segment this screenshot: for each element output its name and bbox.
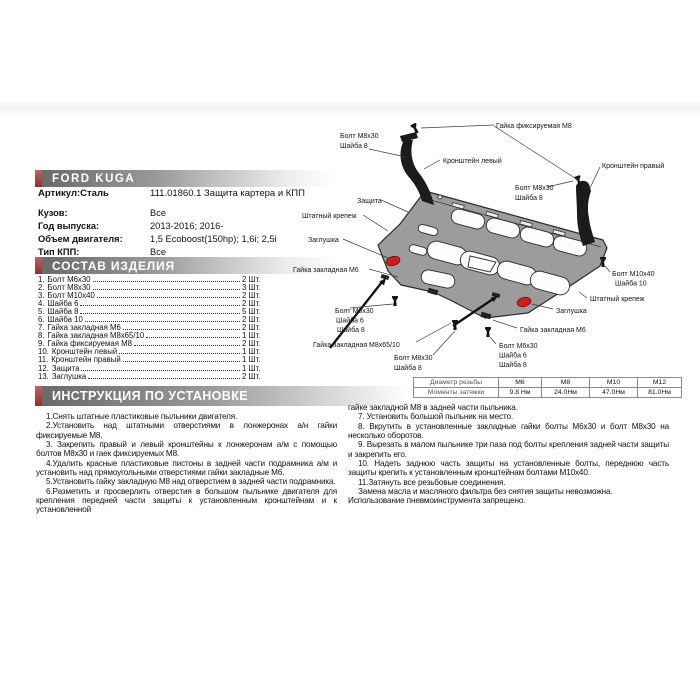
diagram-label-bolt-m8-top: Болт М8х30 (340, 133, 379, 140)
part-name: Гайка закладная М8х65/10 (47, 331, 145, 341)
diagram-label-plug-right: Заглушка (556, 308, 587, 315)
instructions-left-column (36, 412, 337, 515)
torque-row-label: Диаметр резьбы (414, 378, 499, 388)
instruction-step: 7. Установить большой пыльник на место. (358, 412, 514, 422)
part-num: 3. (38, 291, 45, 301)
dotted-leader (80, 305, 240, 306)
part-num: 7. (38, 323, 45, 333)
dotted-leader (97, 297, 240, 298)
spec-label: Год выпуска: (38, 221, 100, 231)
dotted-leader (123, 361, 240, 362)
part-num: 8. (38, 331, 45, 341)
dotted-leader (80, 313, 240, 314)
diagram-label-bolt-m6-left: Болт М6х30 (335, 308, 374, 315)
bracket-left (400, 132, 434, 205)
instruction-step: 10. Надеть заднюю часть защиты на установленные болты, переднюю часть защиты крепить к установленным кронштейнам болтами М10х40. (348, 459, 669, 478)
instructions-header-title: ИНСТРУКЦИЯ ПО УСТАНОВКЕ (42, 386, 420, 406)
instructions-right-column (348, 403, 669, 506)
parts-list (38, 276, 272, 381)
part-name: Болт М6х30 (47, 275, 91, 284)
part-qty: 3 Шт. (242, 283, 261, 293)
part-num: 5. (38, 307, 45, 317)
part-num: 11. (38, 355, 49, 365)
part-num: 6. (38, 315, 45, 325)
part-name: Болт М10х40 (47, 291, 95, 301)
dotted-leader (85, 321, 240, 322)
diagram-label-guard: Защита (357, 198, 382, 205)
torque-cell: М10 (590, 378, 638, 388)
diagram-label-bolt-m10: Болт М10х40 (612, 271, 655, 278)
diagram-label-bolt-m8-bottom: Шайба 8 (394, 365, 422, 372)
spec-value: Все (150, 208, 167, 218)
diagram-label-bolt-m10: Шайба 10 (615, 280, 647, 288)
instruction-step: 4.Удалить красные пластиковые пистоны в задней части подрамника а/м и установить над прямоугольными отверстиями гайки закладные М6. (36, 458, 337, 478)
diagram-label-stock-fastener-right: Штатный крепеж (590, 296, 645, 303)
diagram-label-bolt-m8-mid: Шайба 8 (515, 195, 543, 202)
article-value: 111.01860.1 Защита картера и КПП (150, 188, 305, 199)
parts-row (38, 373, 272, 381)
part-qty: 2 Шт. (242, 315, 261, 325)
article-label: Артикул:Сталь (38, 188, 109, 199)
spec-label: Кузов: (38, 208, 68, 218)
torque-cell: 47.0Нм (590, 388, 638, 398)
torque-cell: 9.8 Нм (499, 388, 542, 398)
diagram-label-bracket-left: Кронштейн левый (443, 158, 502, 165)
torque-cell: М8 (542, 378, 590, 388)
instruction-step: 1.Снять штатные пластиковые пыльники двигателя. (46, 412, 238, 421)
parts-header-title: СОСТАВ ИЗДЕЛИЯ (42, 257, 330, 274)
dotted-leader (81, 370, 240, 371)
part-num: 4. (38, 299, 45, 309)
part-name: Шайба 10 (47, 315, 83, 325)
instruction-step: 9. Вырезать в малом пыльнике три паза под болты крепления задней части защиты и закрепить его. (348, 440, 669, 459)
diagram-label-weld-nut-m6-right: Гайка закладная М6 (520, 327, 586, 334)
torque-cell: М6 (499, 378, 542, 388)
brand-header-bar (35, 170, 330, 187)
diagram-label-bolt-m8-top: Шайба 8 (340, 143, 368, 150)
part-qty: 2 Шт. (242, 291, 261, 301)
diagram-label-bolt-m8-mid: Болт М8х30 (515, 185, 554, 192)
torque-cell: 24.0Нм (542, 388, 590, 398)
dotted-leader (134, 345, 240, 346)
part-num: 1. (38, 275, 45, 284)
installation-diagram (290, 80, 700, 390)
part-qty: 1 Шт. (242, 347, 261, 357)
part-name: Шайба 8 (47, 307, 79, 317)
dotted-leader (123, 329, 240, 330)
diagram-label-weld-nut-m8: Гайка закладная М8х65/10 (313, 342, 400, 349)
instruction-note: Замена масла и масляного фильтра без снятия защиты невозможна. (358, 487, 613, 497)
torque-row-label: Моменты затяжки (414, 388, 499, 398)
part-qty: 2 Шт. (242, 323, 261, 333)
instruction-note: Использование пневмоинструмента запрещено. (348, 496, 526, 506)
spec-label: Объем двигателя: (38, 234, 123, 244)
part-name: Болт М8х30 (47, 283, 91, 293)
bolt-icon (485, 327, 491, 337)
bolt-icon (392, 296, 398, 306)
part-name: Кронштейн правый (51, 355, 121, 365)
part-name: Защита (51, 363, 80, 373)
part-num: 2. (38, 283, 45, 293)
red-accent-bar (35, 257, 42, 274)
part-num: 10. (38, 347, 49, 357)
diagram-label-bolt-m6-right: Шайба 8 (499, 362, 527, 369)
diagram-label-fixing-nut: Гайка фиксируемая М8 (496, 123, 572, 130)
spec-label: Тип КПП: (38, 247, 80, 257)
instruction-step: 8. Вкрутить в установленные закладные гайки болты М6х30 и болт М8х30 на несколько оборотов. (348, 421, 669, 441)
diagram-label-weld-nut-m6-left: Гайка закладная М6 (293, 267, 359, 274)
dotted-leader (93, 281, 241, 282)
part-qty: 5 Шт. (242, 307, 261, 317)
dotted-leader (119, 353, 240, 354)
spec-value: Все (150, 247, 167, 257)
diagram-label-bolt-m8-bottom: Болт М8х30 (394, 355, 433, 362)
instruction-step: 6.Разметить и просверлить отверстия в большом пыльнике двигателя для крепления передней части защиты к установленным кронштейнам и к установленной (36, 486, 337, 515)
diagram-label-bracket-right: Кронштейн правый (602, 163, 665, 170)
torque-cell: 81.0Нм (638, 388, 682, 398)
part-name: Кронштейн левый (51, 347, 118, 357)
diagram-label-bolt-m6-left: Шайба 6 (336, 317, 364, 325)
part-name: Шайба 6 (47, 299, 79, 309)
parts-header-bar (35, 257, 330, 274)
part-num: 9. (38, 339, 45, 349)
instruction-step: 11.Затянуть все резьбовые соединения. (358, 477, 506, 487)
part-qty: 2 Шт. (242, 339, 261, 349)
spec-value: 2013-2016; 2016- (150, 221, 224, 231)
part-qty: 2 Шт. (242, 299, 261, 309)
part-qty: 2 Шт. (242, 371, 261, 381)
part-num: 12. (38, 363, 49, 373)
torque-cell: М12 (638, 378, 682, 388)
spec-value: 1,5 Ecoboost(150hp); 1,6i; 2,5i (150, 234, 277, 244)
part-qty: 1 Шт. (242, 363, 261, 373)
diagram-label-bolt-m6-right: Болт М6х30 (499, 343, 538, 350)
part-qty: 2 Шт. (242, 275, 261, 284)
part-qty: 1 Шт. (242, 355, 261, 365)
instruction-step: гайке закладной М8 в задней части пыльника. (348, 403, 518, 412)
part-num: 13. (38, 371, 49, 381)
dotted-leader (93, 289, 241, 290)
red-accent-bar (35, 386, 42, 406)
instruction-step: 2.Установить над штатными отверстиями в лонжеронах а/н гайки фиксируемые М8. (36, 421, 337, 440)
diagram-label-bolt-m6-right: Шайба 6 (499, 352, 527, 360)
diagram-label-stock-fastener-left: Штатный крепеж (302, 213, 357, 220)
instruction-step: 5.Установить гайку закладную М8 над отверстием в задней части подрамника. (46, 477, 336, 487)
brand-title: FORD KUGA (42, 170, 330, 187)
part-name: Гайка фиксируемая М8 (47, 339, 132, 349)
diagram-label-plug-left: Заглушка (308, 237, 339, 244)
dotted-leader (146, 337, 240, 338)
diagram-label-bolt-m6-left: Шайба 8 (337, 327, 365, 334)
part-qty: 1 Шт. (242, 331, 261, 341)
red-accent-bar (35, 170, 42, 187)
part-name: Гайка закладная М6 (47, 323, 121, 333)
part-name: Заглушка (51, 371, 87, 381)
instruction-step: 3. Закрепить правый и левый кронштейны к лонжеронам а/м с помощью болтов М8х30 и гаек фиксируемых М8. (36, 440, 337, 459)
dotted-leader (88, 378, 240, 379)
